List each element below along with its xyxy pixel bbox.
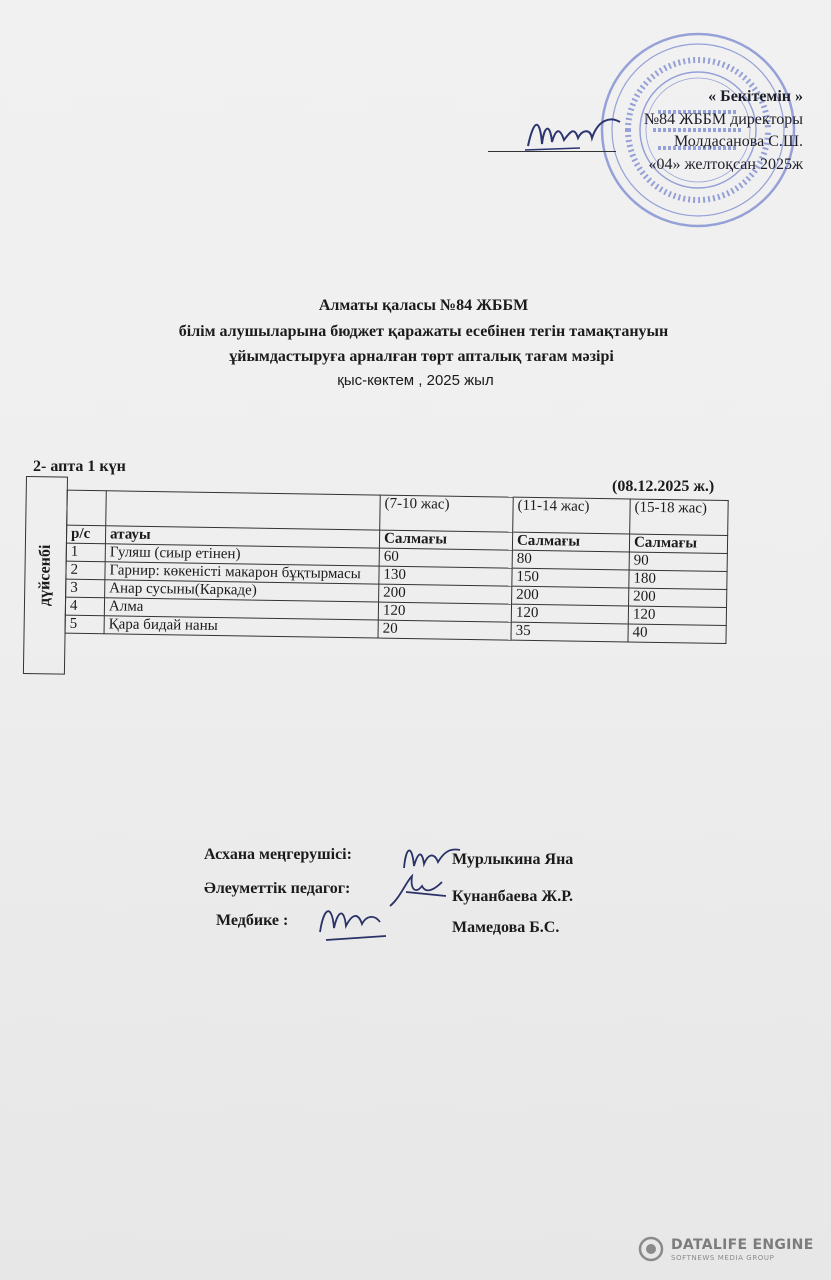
col-weight-header-1: Салмағы	[379, 530, 512, 550]
weight-15-18: 120	[628, 606, 726, 626]
document-title-line1: Алматы қаласы №84 ЖББМ	[318, 297, 529, 314]
nurse-role: Медбике :	[216, 912, 289, 929]
weight-15-18: 40	[628, 624, 726, 644]
weight-11-14: 200	[512, 586, 629, 606]
row-number: 4	[65, 597, 104, 616]
weight-11-14: 35	[511, 622, 628, 642]
col-number-header: р/с	[66, 525, 105, 544]
social-pedagogue-name: Кунанбаева Ж.Р.	[452, 888, 573, 905]
weight-15-18: 200	[629, 588, 727, 608]
approval-name: Молдасанова С.Ш.	[673, 133, 803, 150]
weight-7-10: 130	[379, 566, 512, 586]
nurse-signature	[316, 896, 396, 946]
canteen-head-role: Асхана меңгерушісі:	[204, 846, 352, 863]
blank-cell	[67, 490, 107, 526]
row-number: 2	[66, 561, 105, 580]
weekday-cell	[23, 476, 68, 675]
weight-11-14: 80	[512, 550, 629, 570]
age-group-1: (7-10 жас)	[380, 495, 514, 532]
dish-name: Анар сусыны(Каркаде)	[105, 580, 379, 602]
col-name-header: атауы	[105, 526, 379, 548]
datalife-logo-icon	[638, 1236, 664, 1262]
weight-7-10: 20	[378, 620, 511, 640]
weight-11-14: 150	[512, 568, 629, 588]
dish-name: Қара бидай наны	[104, 616, 378, 638]
dish-name: Гуляш (сиыр етінен)	[105, 544, 379, 566]
row-number: 1	[66, 543, 105, 562]
weight-15-18: 90	[629, 552, 727, 572]
weekday-label: дүйсенбі	[35, 544, 54, 607]
row-number: 5	[65, 615, 104, 634]
social-pedagogue-signature	[386, 872, 456, 912]
watermark-subtitle: SOFTNEWS MEDIA GROUP	[671, 1254, 775, 1262]
nurse-name: Мамедова Б.С.	[452, 919, 560, 936]
menu-table	[22, 476, 754, 717]
blank-cell	[106, 491, 381, 530]
row-number: 3	[66, 579, 105, 598]
col-weight-header-3: Салмағы	[629, 534, 727, 554]
social-pedagogue-role: Әлеуметтік педагог:	[204, 880, 351, 897]
dish-name: Гарнир: көкеністі макарон бұқтырмасы	[105, 562, 379, 584]
weight-7-10: 200	[379, 584, 512, 604]
weight-7-10: 60	[379, 548, 512, 568]
age-group-3: (15-18 жас)	[630, 499, 729, 536]
menu-grid	[65, 490, 729, 644]
week-day-label: 2- апта 1 күн	[33, 458, 126, 475]
dish-name: Алма	[104, 598, 378, 620]
approval-date: «04» желтоқсан 2025ж	[648, 156, 803, 173]
document-season: қыс-көктем , 2025 жыл	[337, 372, 494, 389]
menu-date: (08.12.2025 ж.)	[612, 478, 715, 495]
datalife-watermark	[638, 1236, 814, 1266]
document-title-line2: білім алушыларына бюджет қаражаты есебінен тегін тамақтануын	[178, 323, 669, 340]
approval-title: « Бекітемін »	[708, 88, 803, 105]
watermark-title: DATALIFE ENGINE	[671, 1237, 814, 1253]
col-weight-header-2: Салмағы	[512, 532, 629, 552]
weight-15-18: 180	[629, 570, 727, 590]
weight-7-10: 120	[378, 602, 511, 622]
weight-11-14: 120	[511, 604, 628, 624]
approval-role: №84 ЖББМ директоры	[643, 111, 803, 128]
director-signature	[520, 108, 630, 158]
document-title-line3: ұйымдастыруға арналған төрт апталық тағам мәзірі	[229, 348, 614, 365]
age-group-2: (11-14 жас)	[513, 497, 631, 534]
canteen-head-name: Мурлыкина Яна	[452, 851, 574, 868]
